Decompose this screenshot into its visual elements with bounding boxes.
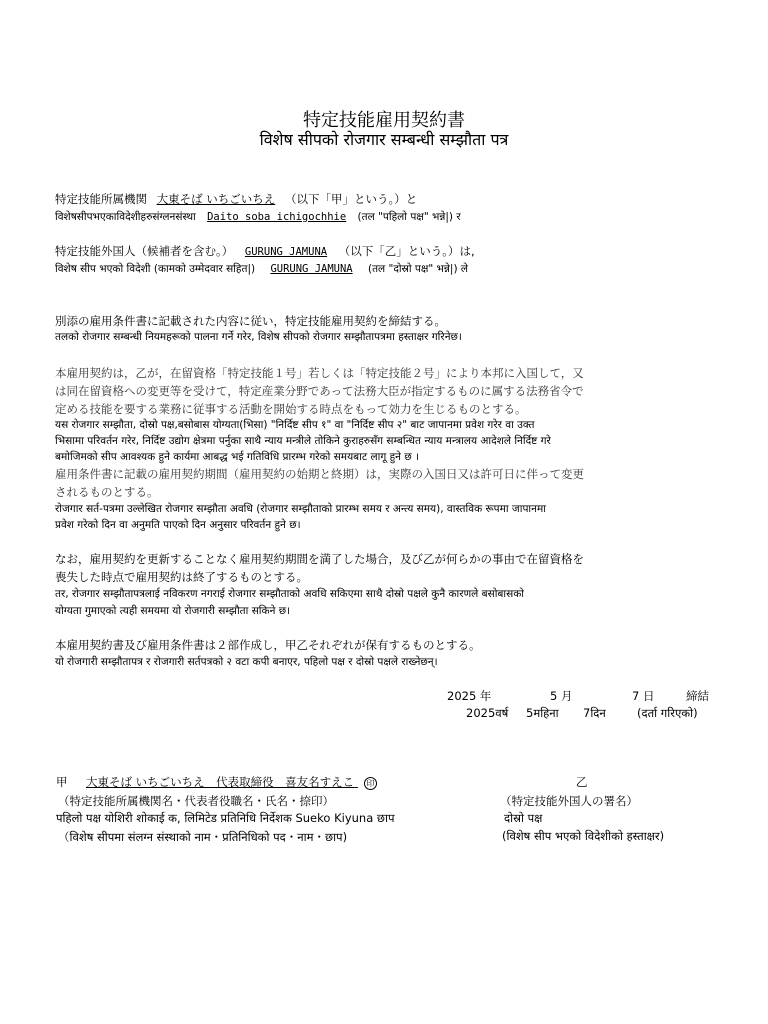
party-b-label-jp: 特定技能外国人（候補者を含む。） (55, 244, 234, 258)
sign-a-np: पहिलो पक्ष योशिरी शोकाई क, लिमिटेड प्रतिनिधि निर्देशक Sueko Kiyuna छाप (56, 811, 395, 825)
party-a-jp (55, 192, 417, 207)
clause-2-np-2: भिसामा परिवर्तन गरेर, निर्दिष्ट उद्योग क्षेत्रमा पर्नुका साथै न्याय मन्त्रीले तोकिने कुराहरुसँग सम्बन्धित न्याय मन्त्रालय आदेशले निर्दिष्ट गरे (55, 435, 551, 447)
sign-a-caption-jp: （特定技能所属機関名・代表者役職名・氏名・捺印） (58, 794, 334, 808)
date-day-jp: 7 日 (632, 689, 655, 703)
party-a-name-roman: Daito soba ichigochhie (207, 211, 347, 223)
sign-b-caption-np: (विशेष सीप भएको विदेशीको हस्ताक्षर) (502, 829, 665, 843)
clause-3-np-2: प्रवेश गरेको दिन वा अनुमति पाएको दिन अनुसार परिवर्तन हुने छ। (55, 519, 301, 531)
clause-2-jp-2: は同在留資格への変更等を受けて，特定産業分野であって法務大臣が指定するものに属する法務省令で (55, 384, 584, 398)
party-b-np (55, 262, 468, 277)
party-b-jp (55, 244, 475, 260)
title-np: विशेष सीपको रोजगार सम्बन्धी सम्झौता पत्र (259, 130, 509, 149)
seal-icon: 印 (364, 777, 377, 790)
party-a-np (55, 210, 461, 225)
date-month-np: 5महिना (526, 706, 559, 720)
date-year-np: 2025वर्ष (466, 706, 509, 720)
clause-2-np-3: बमोजिमको सीप आवश्यक हुने कार्यमा आबद्ध भई गतिविधि प्रारम्भ गरेको समयबाट लागू हुने छ । (55, 451, 420, 463)
party-b-label-np: विशेष सीप भएको विदेशी (कामको उम्मेदवार सहित|) (55, 263, 256, 275)
clause-3-jp-2: されるものとする。 (55, 485, 159, 499)
date-day-np: 7दिन (583, 706, 606, 720)
party-a-suffix-np: (तल "पहिलो पक्ष" भन्ने|) र (357, 211, 461, 223)
clause-5-jp: 本雇用契約書及び雇用条件書は２部作成し，甲乙それぞれが保有するものとする。 (55, 638, 481, 652)
clause-4-np-2: योग्यता गुमाएको त्यही समयमा यो रोजगारी सम्झौता सकिने छ। (55, 605, 291, 617)
clause-4-jp-2: 喪失した時点で雇用契約は終了するものとする。 (55, 570, 308, 584)
party-b-suffix-np: (तल "दोस्रो पक्ष" भन्ने|) ले (367, 263, 469, 275)
sign-b-np: दोस्रो पक्ष (504, 811, 543, 825)
party-a-name-jp: 大東そば いちごいちえ (156, 192, 276, 206)
sign-a-caption-np: （विशेष सीपमा संलग्न संस्थाको नाम・प्रतिनिधिको पद・नाम・छाप) (58, 830, 348, 844)
clause-3-jp-1: 雇用条件書に記載の雇用契約期間（雇用契約の始期と終期）は，実際の入国日又は許可日に伴って変更 (55, 467, 584, 481)
party-b-name: GURUNG JAMUNA (244, 246, 328, 258)
sign-b-caption-jp: （特定技能外国人の署名） (500, 794, 638, 808)
party-a-label-np: विशेषसीपभएकाविदेशीहरुसंग्लनसंस्था (55, 211, 196, 223)
party-a-suffix-jp: （以下「甲」という。）と (284, 192, 418, 206)
clause-2-np-1: यस रोजगार सम्झौता, दोस्रो पक्ष,बसोबास योग्यता(भिसा) "निर्दिष्ट सीप १" वा "निर्दिष्ट सीप २" बाट जापानमा प्रवेश गरेर वा उक्त (55, 419, 535, 431)
party-b-name-2: GURUNG JAMUNA (270, 263, 353, 275)
date-year-jp: 2025 年 (447, 689, 492, 703)
title-jp: 特定技能雇用契約書 (303, 110, 465, 131)
clause-2-jp-3: 定める技能を要する業務に従事する活動を開始する時点をもって効力を生じるものとする。 (55, 402, 527, 416)
date-concluded-jp: 締結 (686, 689, 709, 703)
sign-b-mark: 乙 (576, 775, 588, 789)
party-a-label-jp: 特定技能所属機関 (55, 192, 147, 206)
clause-4-np-1: तर, रोजगार सम्झौतापत्रलाई नविकरण नगराई रोजगार सम्झौताको अवधि सकिएमा साथै दोस्रो पक्षले कुनै कारणले बसोबासको (55, 588, 525, 600)
sign-a-mark: 甲 (56, 775, 68, 789)
sign-a-name: 大東そば いちごいちえ 代表取締役 喜友名すえこ (86, 775, 355, 789)
date-registered-np: (दर्ता गरिएको) (637, 706, 698, 720)
clause-4-jp-1: なお，雇用契約を更新することなく雇用契約期間を満了した場合，及び乙が何らかの事由で在留資格を (55, 552, 584, 566)
clause-5-np: यो रोजगारी सम्झौतापत्र र रोजगारी सर्तपत्रको २ वटा कपी बनाएर, पहिलो पक्ष र दोस्रो पक्षले राख्नेछन्। (55, 656, 438, 668)
date-month-jp: 5 月 (550, 689, 573, 703)
clause-2-jp-1: 本雇用契約は，乙が，在留資格「特定技能１号」若しくは「特定技能２号」により本邦に入国して，又 (55, 366, 584, 380)
sign-a-line (86, 774, 383, 790)
clause-1-jp: 別添の雇用条件書に記載された内容に従い，特定技能雇用契約を締結する。 (55, 314, 446, 328)
party-b-suffix-jp: （以下「乙」という。）は, (338, 244, 475, 258)
clause-3-np-1: रोजगार सर्त-पत्रमा उल्लेखित रोजगार सम्झौता अवधि (रोजगार सम्झौताको प्रारम्भ समय र अन्त्य समय), वास्तविक रूपमा जापानमा (55, 503, 546, 515)
clause-1-np: तलको रोजगार सम्बन्धी नियमहरूको पालना गर्ने गरेर, विशेष सीपको रोजगार सम्झौतापत्रमा हस्ताक्षर गरिनेछ। (55, 331, 462, 343)
